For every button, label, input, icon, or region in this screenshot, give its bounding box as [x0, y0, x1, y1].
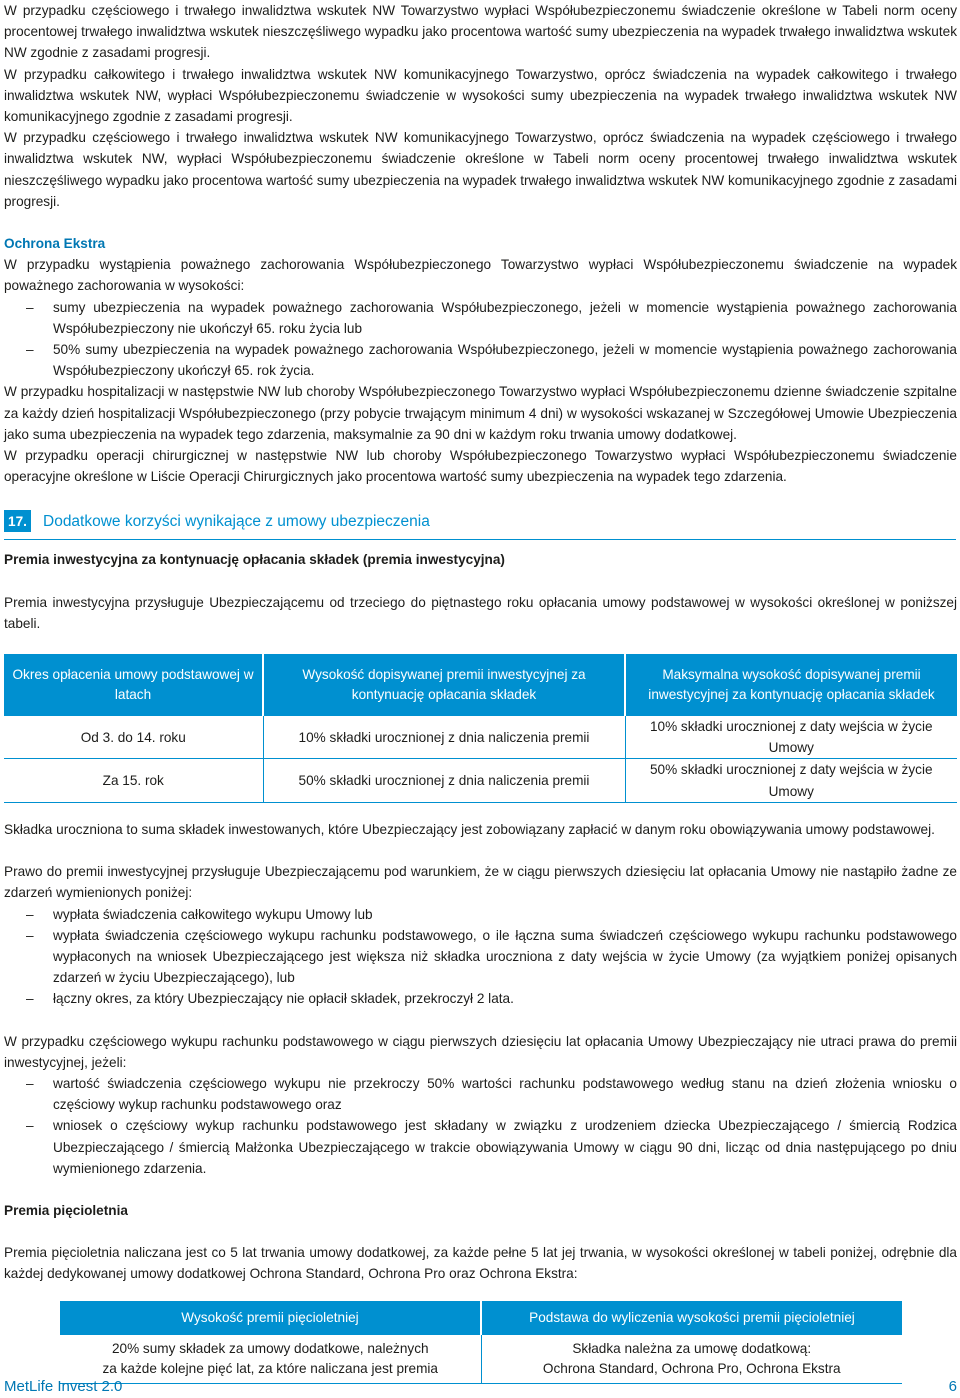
loss-conditions-list	[4, 904, 957, 1010]
table-row	[4, 716, 957, 759]
footer-brand: MetLife Invest 2.0	[4, 1378, 123, 1395]
paragraph-hospitalization: W przypadku hospitalizacji w następstwie NW lub choroby Współubezpieczonego Towarzystwo wypłaci Współubezpieczonemu dzienne świadczenie szpitalne za każdy dzień hospitalizacji Współubezpieczonego (przy pobycie trwającym minimum 4 dni) w wysokości wskazanej w Szczegółowej Umowie Ubezpieczenia jako suma ubezpieczenia na wypadek tego zdarzenia, maksymalnie za 90 dni w każdym roku trwania umowy dodatkowej.	[4, 384, 957, 442]
paragraph-partial-disability: W przypadku częściowego i trwałego inwalidztwa wskutek NW Towarzystwo wypłaci Współubezpieczonemu świadczenie określone w Tabeli norm oceny procentowej trwałego inwalidztwa wskutek nieszczęśliwego wypadku jako procentowa wartość sumy ubezpieczenia na wypadek trwałego inwalidztwa wskutek NW zgodnie z zasadami progresji.	[4, 3, 957, 61]
paragraph-surgery: W przypadku operacji chirurgicznej w następstwie NW lub choroby Współubezpieczonego Towarzystwo wypłaci Współubezpieczonemu świadczenie operacyjne określone w Liście Operacji Chirurgicznych jako procentowa wartość sumy ubezpieczenia na wypadek tego zdarzenia.	[4, 448, 957, 485]
retain-conditions-list	[4, 1073, 957, 1179]
cell-line: 20% sumy składek za umowy dodatkowe, należnych	[111, 1340, 429, 1356]
paragraph-skladka-uroczniona: Składka uroczniona to suma składek inwestowanych, które Ubezpieczający jest zobowiązany zapłacić w danym roku obowiązywania umowy podstawowej.	[4, 821, 935, 837]
list-item: – wartość świadczenia częściowego wykupu nie przekroczy 50% wartości rachunku podstawowego według stanu na dzień złożenia wniosku o częściowy wykup rachunku podstawowego oraz	[26, 1075, 957, 1113]
table-cell: 10% składki urocznionej z dnia naliczenia premii	[263, 716, 625, 759]
table-header-cell: Okres opłacenia umowy podstawowej w latach	[4, 654, 263, 716]
premia-inwestycyjna-table	[4, 654, 957, 803]
table-header-cell: Maksymalna wysokość dopisywanej premii inwestycyjnej za kontynuację opłacania składek	[625, 654, 957, 716]
section-number-badge: 17.	[4, 510, 31, 532]
table-cell: 10% składki urocznionej z daty wejścia w życie Umowy	[625, 716, 957, 759]
table-row	[4, 759, 957, 802]
heading-ochrona-ekstra: Ochrona Ekstra	[4, 236, 106, 252]
page-number: 6	[948, 1378, 957, 1395]
table-cell: 50% składki urocznionej z dnia naliczenia premii	[263, 759, 625, 802]
page-footer	[4, 1376, 957, 1398]
list-item: – wypłata świadczenia częściowego wykupu rachunku podstawowego, o ile łączna suma świadczeń częściowego wykupu rachunku podstawowego wypłaconych na wniosek Ubezpieczającego jest większa niż składka uroczniona z daty wejścia w życie Umowy (za wyjątkiem poniżej opisanych zdarzeń w życiu Ubezpieczającego), lub	[26, 927, 957, 986]
premia-piecioletnia-table	[60, 1301, 902, 1384]
cell-line: Składka należna za umowę dodatkową:	[572, 1340, 812, 1356]
section-divider	[4, 539, 956, 540]
paragraph-serious-illness-intro: W przypadku wystąpienia poważnego zachorowania Współubezpieczonego Towarzystwo wypłaci Współubezpieczonemu świadczenie na wypadek poważnego zachorowania w wysokości:	[4, 257, 957, 294]
table-cell: Od 3. do 14. roku	[4, 716, 263, 759]
section-title: Dodatkowe korzyści wynikające z umowy ubezpieczenia	[43, 512, 430, 530]
list-item: – 50% sumy ubezpieczenia na wypadek poważnego zachorowania Współubezpieczonego, jeżeli w momencie wystąpienia poważnego zachorowania Współubezpieczony ukończył 65. rok życia.	[26, 342, 957, 379]
cell-line: za każde kolejne pięć lat, za które naliczana jest premia	[102, 1360, 438, 1376]
page-content	[4, 0, 957, 1384]
list-item: – sumy ubezpieczenia na wypadek poważnego zachorowania Współubezpieczonego, jeżeli w momencie wystąpienia poważnego zachorowania Współubezpieczony nie ukończył 65. roku życia lub	[26, 299, 957, 336]
cell-line: Ochrona Standard, Ochrona Pro, Ochrona Ekstra	[542, 1360, 841, 1376]
list-item: – wniosek o częściowy wykup rachunku podstawowego jest składany w związku z urodzeniem dziecka Ubezpieczającego / śmiercią Rodzica Ubezpieczającego / śmiercią Małżonka Ubezpieczającego w trakcie obowiązywania Umowy w ciągu 90 dni, licząc od dnia następującego po dniu wymienionego zdarzenia.	[26, 1118, 957, 1176]
table-cell: 50% składki urocznionej z daty wejścia w życie Umowy	[625, 759, 957, 802]
table-cell: Za 15. rok	[4, 759, 263, 802]
section-17-header	[4, 509, 957, 533]
paragraph-premia-intro: Premia inwestycyjna przysługuje Ubezpieczającemu od trzeciego do piętnastego roku opłacania umowy podstawowej w wysokości określonej w poniższej tabeli.	[4, 594, 957, 631]
list-item: – wypłata świadczenia całkowitego wykupu Umowy lub	[26, 906, 373, 922]
paragraph-partial-disability-traffic: W przypadku częściowego i trwałego inwalidztwa wskutek NW komunikacyjnego Towarzystwo, oprócz świadczenia na wypadek częściowego i trwałego inwalidztwa wskutek NW, wypłaci Współubezpieczonemu świadczenie określone w Tabeli norm oceny procentowej trwałego inwalidztwa wskutek nieszczęśliwego wypadku jako procentowa wartość sumy ubezpieczenia na wypadek trwałego inwalidztwa wskutek NW komunikacyjnego zgodnie z zasadami progresji.	[4, 130, 957, 209]
paragraph-premia-piecioletnia-intro: Premia pięcioletnia naliczana jest co 5 lat trwania umowy dodatkowej, za każde pełne 5 lat jej trwania, w wysokości określonej w tabeli poniżej, odrębnie dla każdej dedykowanej umowy dodatkowej Ochrona Standard, Ochrona Pro oraz Ochrona Ekstra:	[4, 1245, 957, 1282]
serious-illness-list	[4, 297, 957, 382]
list-item: – łączny okres, za który Ubezpieczający nie opłacił składek, przekroczył 2 lata.	[26, 991, 514, 1007]
paragraph-total-disability-traffic: W przypadku całkowitego i trwałego inwalidztwa wskutek NW komunikacyjnego Towarzystwo, oprócz świadczenia na wypadek całkowitego i trwałego inwalidztwa wskutek NW, wypłaci Współubezpieczonemu świadczenie w wysokości sumy ubezpieczenia na wypadek trwałego inwalidztwa wskutek NW komunikacyjnego zgodnie z zasadami progresji.	[4, 66, 957, 125]
heading-premia-inwestycyjna: Premia inwestycyjna za kontynuację opłacania składek (premia inwestycyjna)	[4, 552, 505, 568]
paragraph-czesciowy-wykup: W przypadku częściowego wykupu rachunku podstawowego w ciągu pierwszych dziesięciu lat opłacania Umowy Ubezpieczający nie utraci prawa do premii inwestycyjnej, jeżeli:	[4, 1033, 957, 1070]
heading-premia-piecioletnia: Premia pięcioletnia	[4, 1202, 128, 1218]
paragraph-prawo-do-premii: Prawo do premii inwestycyjnej przysługuje Ubezpieczającemu pod warunkiem, że w ciągu pierwszych dziesięciu lat opłacania Umowy nie nastąpiło żadne ze zdarzeń wymienionych poniżej:	[4, 864, 957, 901]
table-header-cell: Wysokość dopisywanej premii inwestycyjnej za kontynuację opłacania składek	[263, 654, 625, 716]
table-header-cell: Wysokość premii pięcioletniej	[60, 1301, 481, 1335]
table-header-cell: Podstawa do wyliczenia wysokości premii pięcioletniej	[481, 1301, 902, 1335]
